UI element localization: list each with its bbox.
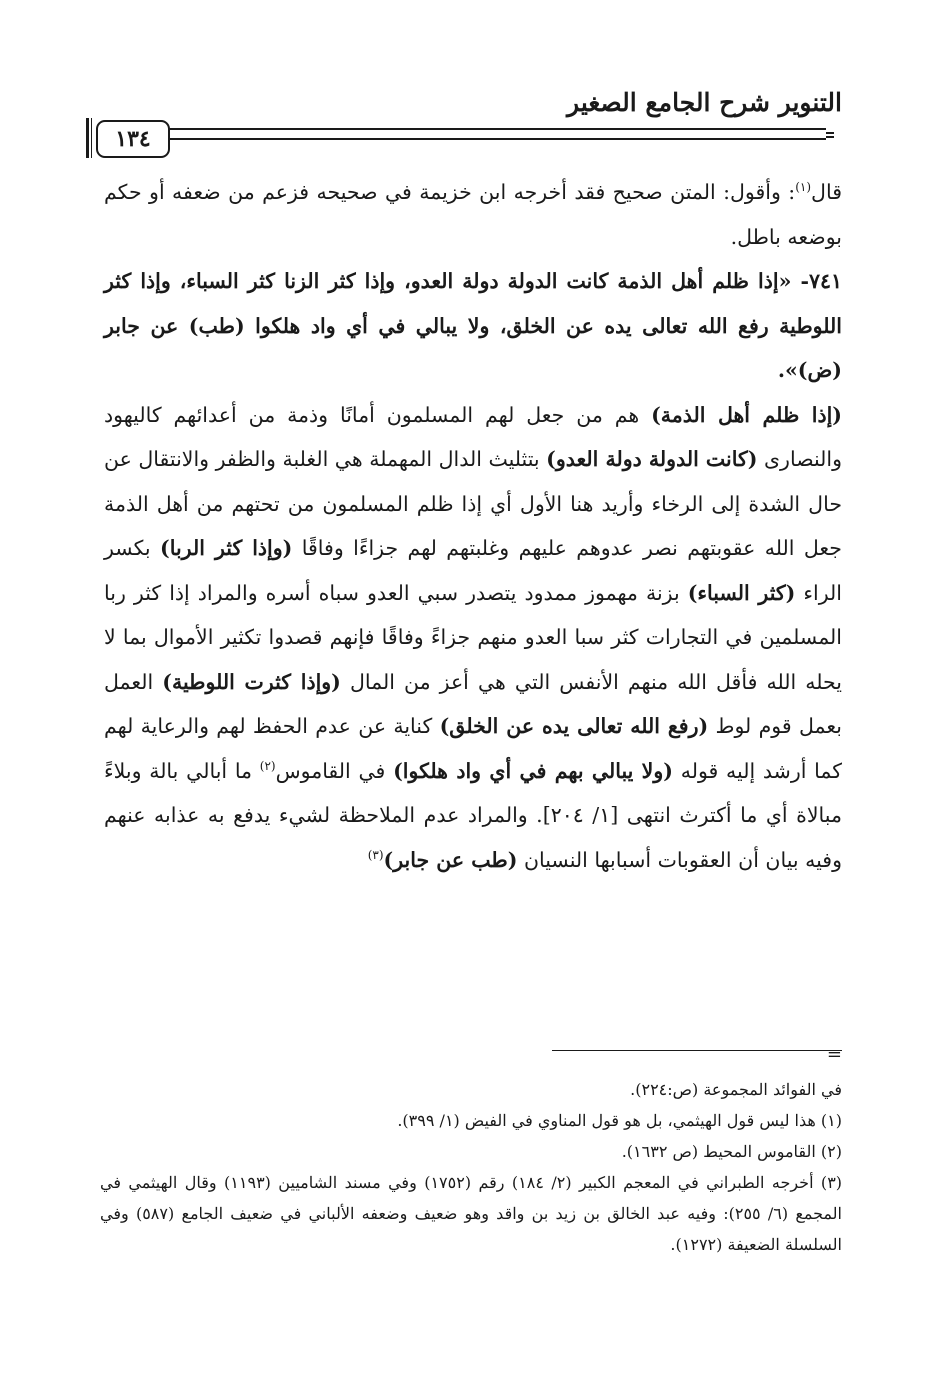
quoted-phrase: (طب عن جابر) (383, 847, 518, 872)
text-run: العمل بعمل قوم لوط (104, 669, 842, 738)
footnote-ref-2: (٢) (259, 758, 276, 773)
text-run: : وأقول: المتن صحيح فقد أخرجه ابن خزيمة في صحيحه فزعم من ضعفه أو حكم بوضعه باطل. (104, 180, 842, 249)
text-run: في القاموس (275, 758, 394, 783)
header-double-rule (168, 128, 826, 140)
main-text (104, 170, 842, 882)
text-run: بكسر الراء (104, 536, 842, 605)
text-run: هم من جعل لهم المسلمون أمانًا وذمة من أعدائهم كاليهود والنصارى (104, 402, 842, 471)
text-run: كناية عن عدم الحفظ لهم والرعاية لهم كما أرشد إليه قوله (104, 714, 843, 783)
page-number-box (96, 120, 170, 158)
quoted-phrase: (وإذا كثر الربا) (160, 536, 293, 560)
quoted-phrase: (ولا يبالي بهم في أي واد هلكوا) (393, 758, 673, 783)
hadith-paragraph (104, 259, 842, 393)
page-number: ١٣٤ (115, 126, 151, 152)
quoted-phrase: (كانت الدولة دولة العدو) (546, 447, 758, 471)
footnote-2: (٢) القاموس المحيط (ص ١٦٣٢). (621, 1142, 842, 1161)
footnote-continuation-mark: = (826, 1044, 842, 1065)
hadith-text: «إذا ظلم أهل الذمة كانت الدولة دولة العدو، وإذا كثر الزنا كثر السباء، وإذا كثر اللوطية رفع الله تعالى يده عن الخلق، ولا يبالي في أي واد هلكوا (طب) عن جابر (ض)». (104, 269, 842, 382)
page-number-bar (86, 118, 92, 158)
footnote-ref-3: (٣) (367, 847, 384, 862)
quoted-phrase: (وإذا كثرت اللوطية) (162, 669, 341, 694)
header-rule-end (826, 132, 834, 138)
quoted-phrase: (رفع الله تعالى يده عن الخلق) (439, 714, 709, 738)
quoted-phrase: (كثر السباء) (687, 580, 796, 605)
text-run: بتثليث الدال المهملة هي الغلبة والظفر والانتقال عن حال الشدة إلى الرخاء وأريد هنا الأول أي إذا ظلم المسلمون من تحتهم من أهل الذمة جعل الله عقوبتهم نصر عدوهم عليهم وغلبتهم لهم جزاءًا وفاقًا (104, 447, 842, 560)
text-run: بزنة مهموز ممدود يتصدر سبي العدو سباه أسره والمراد إذا كثر ربا المسلمين في التجارات كثر سبا العدو منهم جزاءً وفاقًا فإنهم قصدوا تكثير الأموال بما لا يحله الله فأقل الله منهم الأنفس التي هي أعز من المال (104, 580, 842, 694)
hadith-number: ٧٤١- (791, 269, 843, 293)
text-run: قال (811, 180, 842, 204)
commentary-paragraph (104, 393, 842, 883)
running-header-title: التنوير شرح الجامع الصغير (567, 88, 842, 117)
footnote-ref-1: (١) (795, 180, 812, 195)
quoted-phrase: (إذا ظلم أهل الذمة) (651, 402, 843, 427)
text-run: ما أبالي بالة وبلاءً مبالاة أي ما أكترث انتهى [١/ ٢٠٤]. والمراد عدم الملاحظة لشيء يدفع به عذابه عنهم وفيه بيان أن العقوبات أسبابها النسيان (104, 758, 842, 872)
footnote-separator (552, 1050, 842, 1051)
footnote-continued: في الفوائد المجموعة (ص:٢٢٤). (630, 1080, 842, 1099)
footnote-3: (٣) أخرجه الطبراني في المعجم الكبير (٢/ ١٨٤) رقم (١٧٥٢) وفي مسند الشاميين (١١٩٣) وقال الهيثمي في المجمع (٦/ ٢٥٥): وفيه عبد الخالق بن زيد بن واقد وهو ضعيف وضعفه الألباني في ضعيف الجامع (٥٨٧) وفي السلسلة الضعيفة (١٢٧٢). (100, 1173, 843, 1254)
footnotes (100, 1074, 842, 1260)
intro-paragraph (104, 170, 842, 259)
footnote-1: (١) هذا ليس قول الهيثمي، بل هو قول المناوي في الفيض (١/ ٣٩٩). (397, 1111, 842, 1130)
